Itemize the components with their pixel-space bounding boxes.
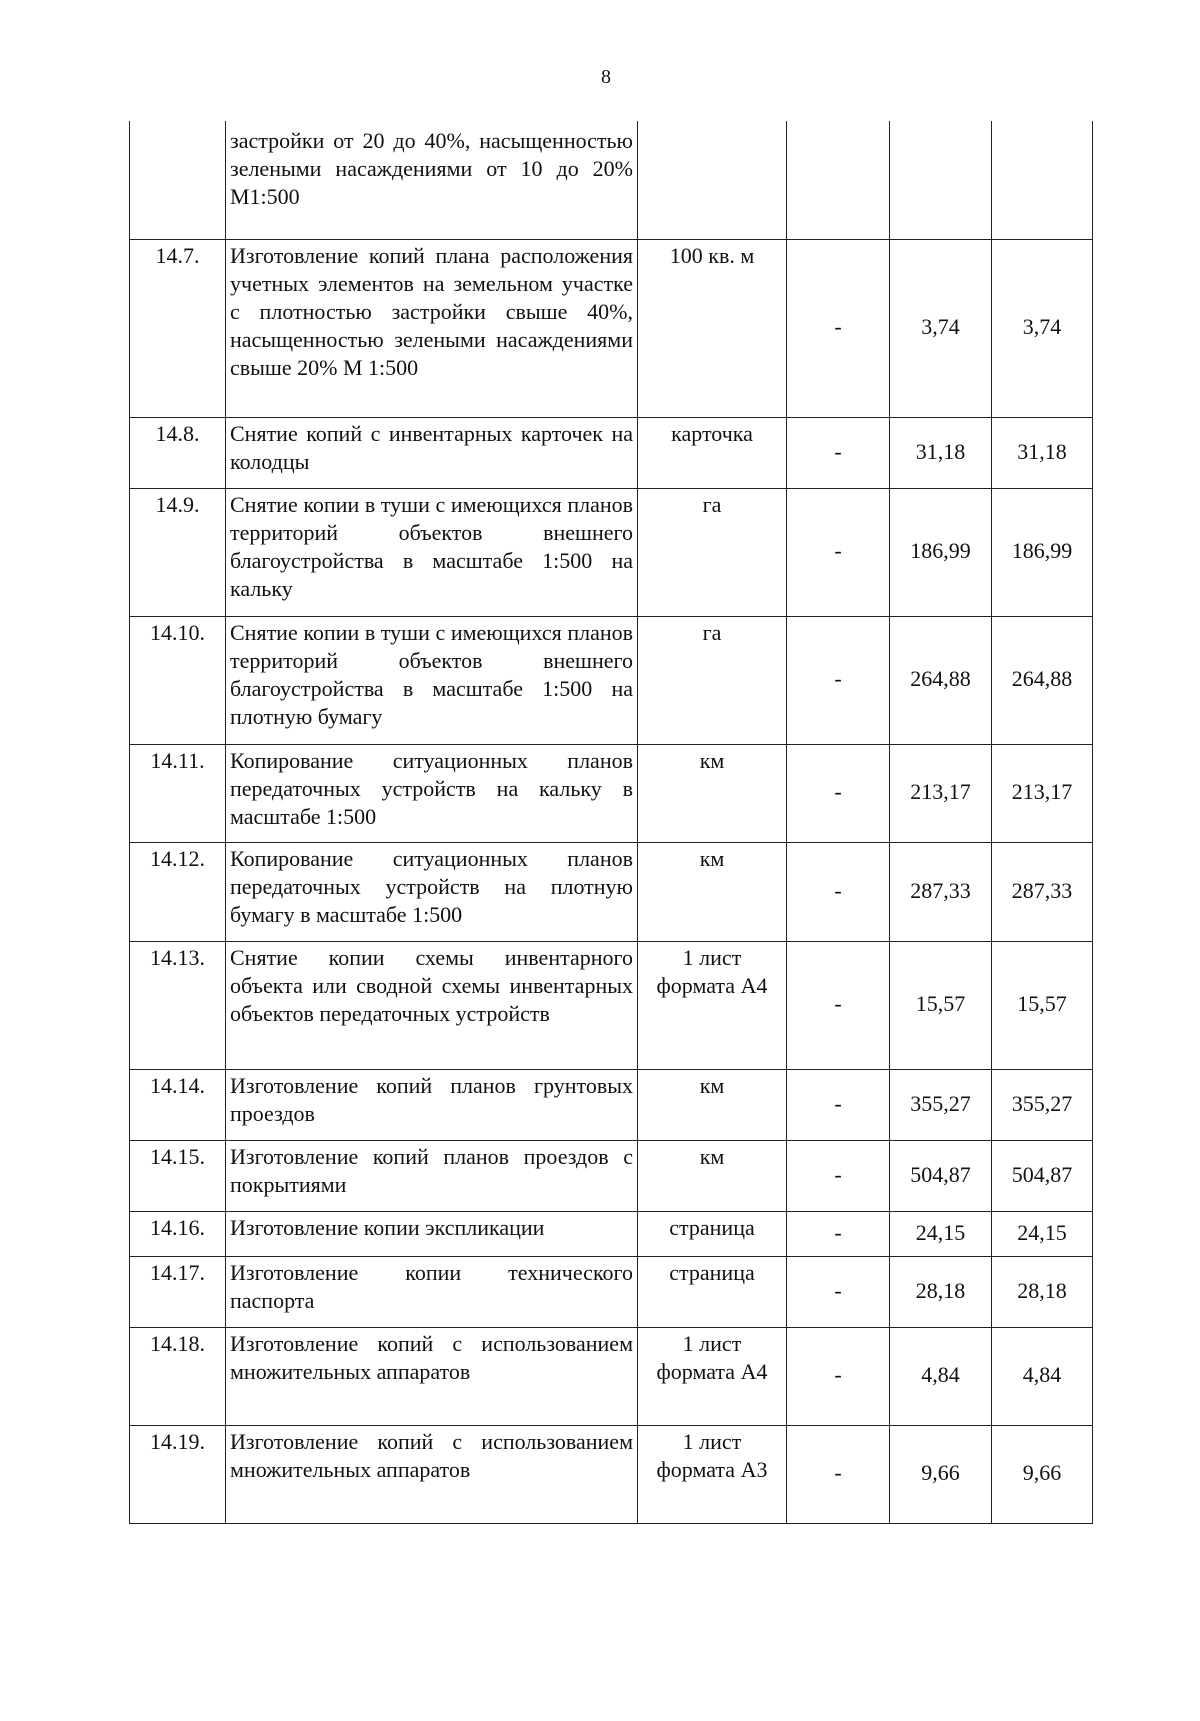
cell-value-2: 31,18	[890, 417, 992, 488]
cell-unit: га	[638, 616, 787, 744]
table-row	[130, 1327, 1093, 1425]
table-row	[130, 417, 1093, 488]
table-row-continuation	[130, 121, 1093, 239]
cell-unit: км	[638, 1140, 787, 1211]
cell-service-name: Снятие копии схемы инвентарного объекта или сводной схемы инвентарных объектов передаточных устройств	[226, 941, 638, 1069]
cell-value-2: 264,88	[890, 616, 992, 744]
cell-service-name: Изготовление копий планов проездов с покрытиями	[226, 1140, 638, 1211]
cell-service-name: Изготовление копии экспликации	[226, 1211, 638, 1256]
cell-value-1	[787, 121, 890, 239]
cell-value-2: 4,84	[890, 1327, 992, 1425]
cell-unit: страница	[638, 1211, 787, 1256]
cell-value-2: 28,18	[890, 1256, 992, 1327]
cell-unit: карточка	[638, 417, 787, 488]
cell-unit: 100 кв. м	[638, 239, 787, 417]
cell-value-2: 24,15	[890, 1211, 992, 1256]
table-row	[130, 1140, 1093, 1211]
cell-service-name: Изготовление копий планов грунтовых проездов	[226, 1069, 638, 1140]
cell-value-2: 213,17	[890, 744, 992, 842]
cell-value-3: 4,84	[992, 1327, 1093, 1425]
cell-value-1: -	[787, 1256, 890, 1327]
cell-number: 14.10.	[130, 616, 226, 744]
table-row	[130, 941, 1093, 1069]
cell-value-3: 287,33	[992, 842, 1093, 941]
cell-service-name: Снятие копий с инвентарных карточек на колодцы	[226, 417, 638, 488]
cell-unit: страница	[638, 1256, 787, 1327]
cell-value-2: 287,33	[890, 842, 992, 941]
table-row	[130, 1425, 1093, 1523]
cell-value-1: -	[787, 417, 890, 488]
cell-service-name: Изготовление копии технического паспорта	[226, 1256, 638, 1327]
cell-unit: км	[638, 744, 787, 842]
cell-unit: 1 лист формата А3	[638, 1425, 787, 1523]
cell-value-1: -	[787, 1327, 890, 1425]
table-row	[130, 1211, 1093, 1256]
cell-value-1: -	[787, 239, 890, 417]
cell-value-3: 31,18	[992, 417, 1093, 488]
cell-value-3: 355,27	[992, 1069, 1093, 1140]
cell-unit: га	[638, 488, 787, 616]
cell-value-3: 28,18	[992, 1256, 1093, 1327]
cell-value-1: -	[787, 941, 890, 1069]
cell-unit: 1 лист формата А4	[638, 1327, 787, 1425]
table-row	[130, 1256, 1093, 1327]
cell-number: 14.8.	[130, 417, 226, 488]
cell-number: 14.11.	[130, 744, 226, 842]
cell-number: 14.17.	[130, 1256, 226, 1327]
cell-number: 14.15.	[130, 1140, 226, 1211]
cell-value-1: -	[787, 744, 890, 842]
table-body	[130, 121, 1093, 1523]
cell-number: 14.12.	[130, 842, 226, 941]
cell-service-name: Снятие копии в туши с имеющихся планов территорий объектов внешнего благоустройства в масштабе 1:500 на плотную бумагу	[226, 616, 638, 744]
cell-value-2: 9,66	[890, 1425, 992, 1523]
page-number: 8	[601, 66, 611, 88]
cell-service-name: Изготовление копий с использованием множительных аппаратов	[226, 1425, 638, 1523]
cell-value-3: 186,99	[992, 488, 1093, 616]
cell-value-3	[992, 121, 1093, 239]
cell-number: 14.13.	[130, 941, 226, 1069]
cell-value-3: 213,17	[992, 744, 1093, 842]
cell-value-2: 3,74	[890, 239, 992, 417]
table-row	[130, 1069, 1093, 1140]
cell-value-2: 355,27	[890, 1069, 992, 1140]
cell-value-3: 9,66	[992, 1425, 1093, 1523]
cell-value-2: 504,87	[890, 1140, 992, 1211]
cell-value-1: -	[787, 488, 890, 616]
cell-value-3: 15,57	[992, 941, 1093, 1069]
cell-service-name: Изготовление копий с использованием множительных аппаратов	[226, 1327, 638, 1425]
table-row	[130, 842, 1093, 941]
price-table	[129, 121, 1093, 1524]
cell-number: 14.9.	[130, 488, 226, 616]
cell-value-1: -	[787, 1425, 890, 1523]
cell-value-2	[890, 121, 992, 239]
cell-value-1: -	[787, 616, 890, 744]
cell-service-name: Копирование ситуационных планов передаточных устройств на кальку в масштабе 1:500	[226, 744, 638, 842]
cell-value-3: 504,87	[992, 1140, 1093, 1211]
cell-unit: 1 лист формата А4	[638, 941, 787, 1069]
cell-value-1: -	[787, 1140, 890, 1211]
cell-number: 14.18.	[130, 1327, 226, 1425]
cell-value-2: 186,99	[890, 488, 992, 616]
cell-service-name: Копирование ситуационных планов передаточных устройств на плотную бумагу в масштабе 1:500	[226, 842, 638, 941]
cell-service-name: Снятие копии в туши с имеющихся планов территорий объектов внешнего благоустройства в масштабе 1:500 на кальку	[226, 488, 638, 616]
cell-value-1: -	[787, 842, 890, 941]
cell-value-1: -	[787, 1211, 890, 1256]
cell-service-name: застройки от 20 до 40%, насыщенностью зелеными насаждениями от 10 до 20% М1:500	[226, 121, 638, 239]
cell-unit	[638, 121, 787, 239]
cell-number: 14.14.	[130, 1069, 226, 1140]
cell-unit: км	[638, 842, 787, 941]
table-row	[130, 616, 1093, 744]
cell-number: 14.7.	[130, 239, 226, 417]
cell-number: 14.19.	[130, 1425, 226, 1523]
cell-service-name: Изготовление копий плана расположения учетных элементов на земельном участке с плотностью застройки свыше 40%, насыщенностью зелеными насаждениями свыше 20% М 1:500	[226, 239, 638, 417]
table-row	[130, 488, 1093, 616]
cell-value-3: 24,15	[992, 1211, 1093, 1256]
cell-value-1: -	[787, 1069, 890, 1140]
table-row	[130, 744, 1093, 842]
table-row	[130, 239, 1093, 417]
cell-value-2: 15,57	[890, 941, 992, 1069]
cell-number: 14.16.	[130, 1211, 226, 1256]
cell-unit: км	[638, 1069, 787, 1140]
cell-value-3: 264,88	[992, 616, 1093, 744]
cell-number	[130, 121, 226, 239]
cell-value-3: 3,74	[992, 239, 1093, 417]
